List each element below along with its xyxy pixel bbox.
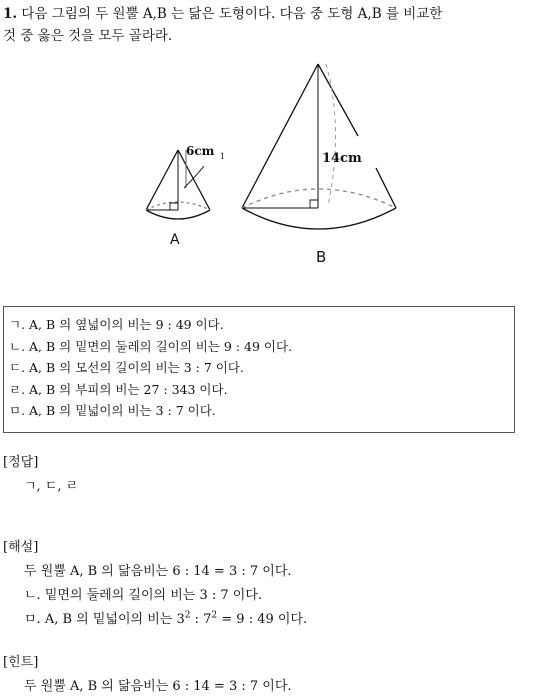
answer-text: ㄱ, ㄷ, ㄹ — [24, 479, 79, 494]
cone-b-measure: 14cm — [322, 151, 362, 166]
question-text-line2: 것 중 옳은 것을 모두 골라라. — [3, 28, 173, 44]
question-text-line1: 다음 그림의 두 원뿔 A,B 는 닮은 도형이다. 다음 중 도형 A,B 를 비교한 — [21, 6, 443, 22]
choice-1: ㄱ. A, B 의 옆넓이의 비는 9 : 49 이다. — [9, 317, 224, 332]
cones-figure — [130, 58, 420, 273]
explanation-heading: [해설] — [3, 540, 39, 555]
choice-3: ㄷ. A, B 의 모선의 길이의 비는 3 : 7 이다. — [9, 360, 244, 375]
explanation-line1: 두 원뿔 A, B 의 닮음비는 6 : 14 = 3 : 7 이다. — [24, 564, 292, 579]
choices-box — [3, 306, 515, 433]
cone-b-label: B — [316, 248, 327, 266]
question-number: 1. — [3, 6, 18, 22]
cone-a — [146, 150, 210, 219]
cone-a-label: A — [170, 232, 180, 248]
choice-5: ㅁ. A, B 의 밑넓이의 비는 3 : 7 이다. — [9, 403, 216, 418]
choice-4: ㄹ. A, B 의 부피의 비는 27 : 343 이다. — [9, 381, 228, 397]
explanation-line3: ㅁ. A, B 의 밑넓이의 비는 $3^2$ : $7^2 = 9$ : 49 이다. — [24, 610, 308, 627]
question — [3, 3, 531, 47]
hint-heading: [힌트] — [3, 655, 39, 670]
cone-a-measure: 6cm — [186, 144, 215, 158]
cone-a-mark: 1 — [220, 152, 226, 161]
choice-2: ㄴ. A, B 의 밑면의 둘레의 길이의 비는 9 : 49 이다. — [9, 338, 293, 354]
explanation-line2: ㄴ. 밑면의 둘레의 길이의 비는 3 : 7 이다. — [24, 588, 263, 603]
cone-b — [242, 64, 396, 229]
hint-text: 두 원뿔 A, B 의 닮음비는 6 : 14 = 3 : 7 이다. — [24, 679, 292, 694]
answer-heading: [정답] — [3, 455, 39, 470]
